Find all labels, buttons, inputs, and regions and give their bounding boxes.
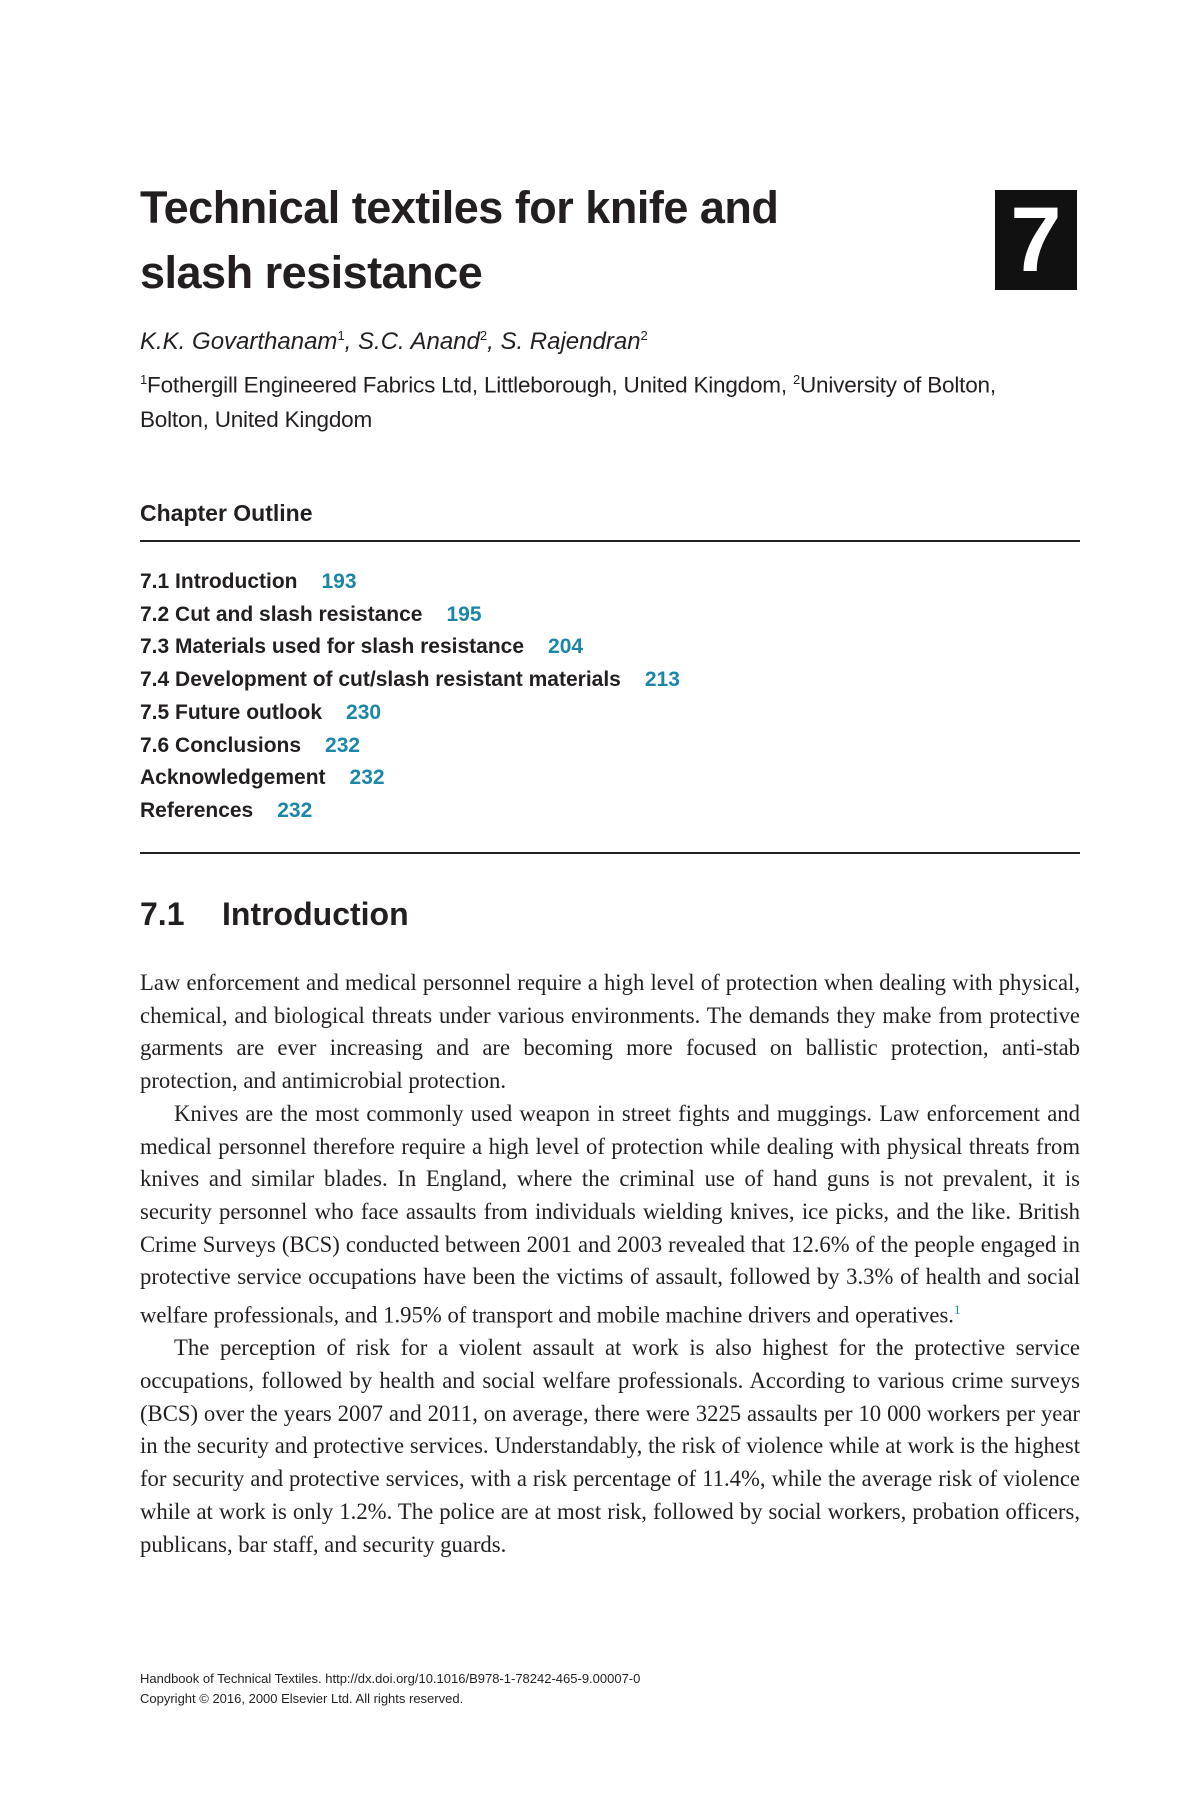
copyright-notice: Copyright © 2016, 2000 Elsevier Ltd. All rights reserved. [140, 1691, 464, 1706]
chapter-title [140, 175, 940, 305]
section-heading [140, 896, 409, 933]
affiliation-marker: 1 [140, 372, 148, 387]
chapter-title-line: Technical textiles for knife and [140, 182, 779, 233]
outline-page-link[interactable]: 232 [277, 798, 313, 822]
section-number: 7.1 [140, 896, 185, 932]
chapter-title-line: slash resistance [140, 247, 483, 298]
outline-divider-bottom [140, 852, 1080, 854]
paragraph: Knives are the most commonly used weapon in street fights and muggings. Law enforcement and medical personnel therefore require a high level of protection while dealing with physical threats from knives and similar blades. In England, where the criminal use of hand guns is not prevalent, it is security personnel who face assaults from individuals wielding knives, ice picks, and the like. British Crime Surveys (BCS) conducted between 2001 and 2003 revealed that 12.6% of the people engaged in protective service occupations have been the victims of assault, followed by 3.3% of health and social welfare professionals, and 1.95% of transport and mobile machine drivers and operatives.$^1$ [140, 1100, 1080, 1328]
section-body [140, 967, 1080, 1561]
author-name: S. Rajendran [500, 328, 641, 355]
outline-item[interactable]: Acknowledgement 232 [140, 766, 385, 790]
affiliation-marker: 2 [479, 328, 488, 343]
outline-item[interactable]: 7.5 Future outlook 230 [140, 700, 382, 724]
outline-divider-top [140, 540, 1080, 542]
paragraph: Law enforcement and medical personnel require a high level of protection when dealing with physical, chemical, and biological threats under various environments. The demands they make from protective garments are ever increasing and are becoming more focused on ballistic protection, anti-stab protection, and antimicrobial protection. [140, 970, 1080, 1094]
outline-page-link[interactable]: 213 [644, 668, 680, 692]
chapter-outline-heading: Chapter Outline [140, 500, 313, 526]
author-name: S.C. Anand [358, 328, 480, 355]
outline-page-link[interactable]: 230 [346, 700, 382, 724]
affiliations [140, 363, 1080, 437]
affiliation-marker: 1 [337, 328, 345, 343]
outline-item[interactable]: 7.3 Materials used for slash resistance 204 [140, 635, 584, 659]
doi-citation: Handbook of Technical Textiles. http://dx.doi.org/10.1016/B978-1-78242-465-9.00007-0 [140, 1671, 641, 1686]
outline-item[interactable]: 7.4 Development of cut/slash resistant materials 213 [140, 668, 680, 692]
outline-page-link[interactable]: 232 [349, 766, 385, 790]
affiliation-marker: 2 [640, 328, 648, 343]
author-list: K.K. Govarthanam$^1$, S.C. Anand$^2$, S. Rajendran$^2$ [140, 328, 648, 355]
outline-page-link[interactable]: 195 [446, 602, 482, 626]
affiliation-line: Bolton, United Kingdom [140, 406, 372, 432]
chapter-number-badge: 7 [995, 190, 1077, 290]
affiliation-marker: 2 [792, 372, 800, 387]
affiliation-line: $^1$Fothergill Engineered Fabrics Ltd, Littleborough, United Kingdom, $^2$University of Bolton, [140, 372, 996, 398]
outline-item[interactable]: 7.2 Cut and slash resistance 195 [140, 602, 482, 626]
outline-item[interactable]: References 232 [140, 798, 313, 822]
outline-item[interactable]: 7.1 Introduction 193 [140, 570, 357, 593]
outline-page-link[interactable]: 204 [548, 635, 584, 659]
outline-page-link[interactable]: 232 [325, 733, 361, 757]
footnote-reference-link[interactable]: 1 [953, 1302, 961, 1318]
section-title: Introduction [222, 896, 409, 932]
chapter-outline-list [140, 566, 680, 828]
outline-page-link[interactable]: 193 [321, 570, 357, 593]
outline-item[interactable]: 7.6 Conclusions 232 [140, 733, 361, 757]
author-name: K.K. Govarthanam [140, 328, 338, 355]
paragraph: The perception of risk for a violent assault at work is also highest for the protective service occupations, followed by health and social welfare professionals. According to various crime surveys (BCS) over the years 2007 and 2011, on average, there were 3225 assaults per 10 000 workers per year in the security and protective services. Understandably, the risk of violence while at work is the highest for security and protective services, with a risk percentage of 11.4%, while the average risk of violence while at work is only 1.2%. The police are at most risk, followed by social workers, probation officers, publicans, bar staff, and security guards. [140, 1335, 1080, 1557]
